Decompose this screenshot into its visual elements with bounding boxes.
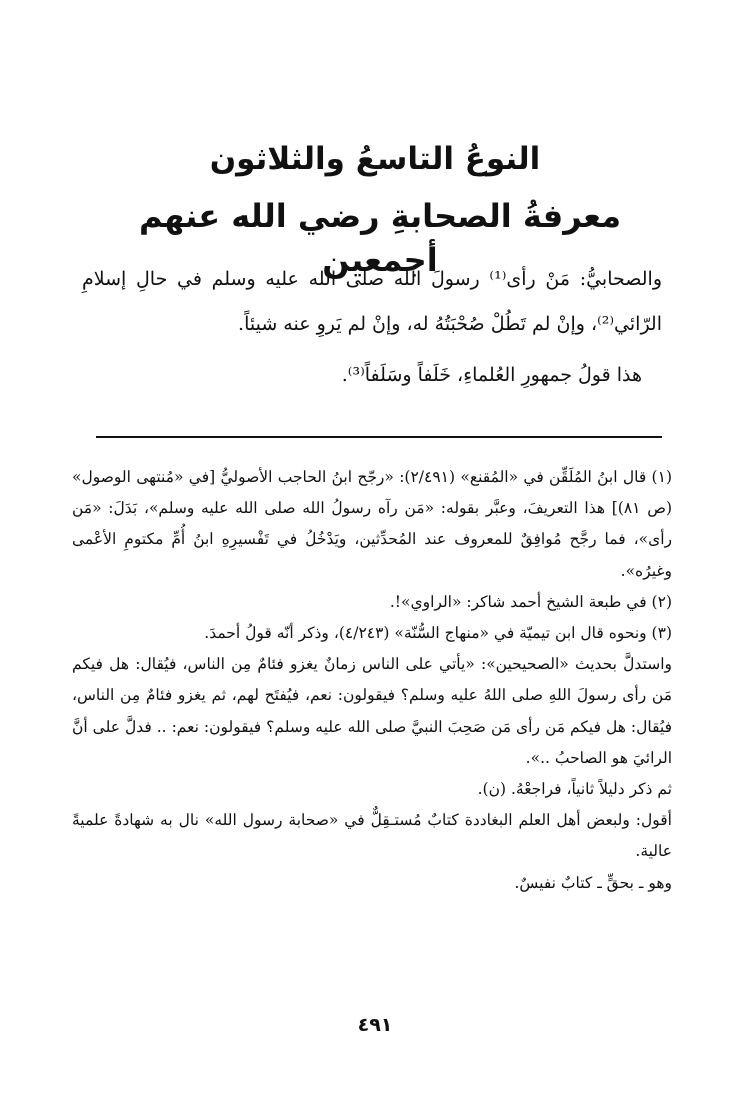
editor-note: أقول: ولبعض أهل العلم البغاددة كتابٌ مُستـقِلٌّ في «صحابة رسول الله» نال به شهادةً علميةً عالية. xyxy=(72,811,672,861)
page-number: ٤٩١ xyxy=(357,1014,393,1036)
topic-heading: معرفةُ الصحابةِ رضي الله عنهم أجمعين xyxy=(138,197,622,279)
chapter-heading: النوعُ التاسعُ والثلاثون xyxy=(209,141,541,177)
footnote-1: (١) قال ابنُ المُلَقِّن في «المُقنع» (٢/٤٩١): «رجّح ابنُ الحاجب الأصوليُّ [في «مُنتهى الوصول» (ص ٨١)] هذا التعريفَ، وعبَّر بقوله: «مَن رآه رسولُ الله صلى الله عليه وسلم»، بَدَلَ: «مَن رأى»، فما رجَّح مُوافِقٌ للمعروف عند المُحدِّثين، ويَدْخُلُ في تَفْسيرِهِ ابنُ أُمِّ مكتومِ الأعْمى وغيرُه». xyxy=(72,468,672,580)
footnote-2: (٢) في طبعة الشيخ أحمد شاكر: «الراوي»!. xyxy=(389,592,672,611)
attribution-paragraph: هذا قولُ جمهورِ العُلماءِ، خَلَفاً وسَلَفاً⁽³⁾. xyxy=(341,364,642,386)
footnote-3: (٣) ونحوه قال ابن تيميّة في «منهاج السُّنّة» (٤/٢٤٣)، وذكر أنّه قولُ أحمدَ. xyxy=(204,624,672,643)
closing-remark: وهو ـ بحقٍّ ـ كتابٌ نفيسٌ. xyxy=(514,873,672,892)
main-text xyxy=(82,257,662,398)
definition-paragraph: والصحابيُّ: مَنْ رأى⁽¹⁾ رسولَ الله صلى الله عليه وسلم في حالِ إسلامِ الرّائي⁽²⁾، وإنْ لم تَطُلْ صُحْبَتُهُ له، وإنْ لم يَروِ عنه شيئاً. xyxy=(82,268,662,335)
hadith-evidence: واستدلَّ بحديث «الصحيحين»: «يأتي على الناس زمانٌ يغزو فئامٌ مِن الناس، فيُقال: هل فيكم مَن رأى رسولَ اللهِ صلى اللهُ عليه وسلم؟ فيقولون: نعم، فيُفتَح لهم، ثم يغزو فئامٌ مِن الناس، فيُقال: هل فيكم مَن رأى مَن صَحِبَ النبيَّ صلى الله عليه وسلم؟ فيقولون: نعم: .. فدلَّ على أنَّ الرائيَ هو الصاحبُ ..». xyxy=(72,655,672,767)
second-evidence: ثم ذكر دليلاً ثانياً، فراجعْهُ. (ن). xyxy=(477,780,672,799)
footnotes xyxy=(72,462,672,899)
footnote-separator xyxy=(96,436,662,438)
